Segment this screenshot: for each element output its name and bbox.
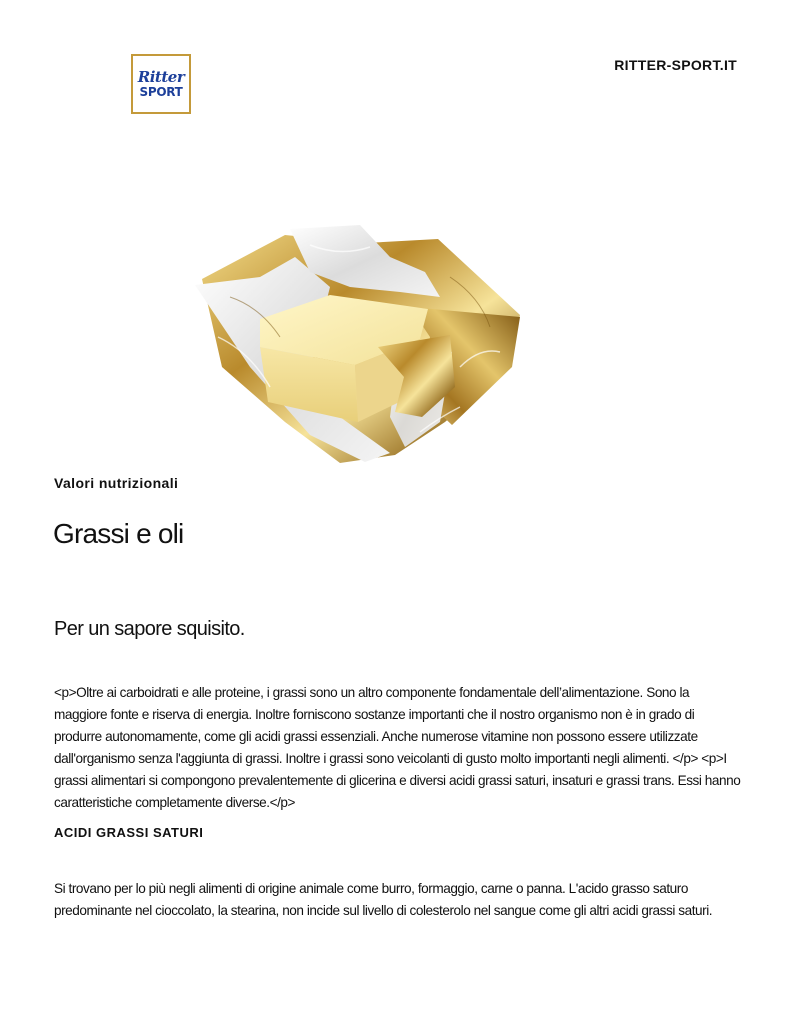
logo-script-text: Ritter	[137, 67, 185, 86]
logo-word-text: SPORT	[139, 84, 183, 99]
site-url: RITTER-SPORT.IT	[614, 57, 737, 73]
section-heading: ACIDI GRASSI SATURI	[54, 825, 204, 840]
eyebrow-category: Valori nutrizionali	[54, 475, 179, 491]
subtitle: Per un sapore squisito.	[54, 618, 245, 640]
ritter-sport-logo[interactable]	[131, 54, 191, 114]
butter-foil-image	[190, 217, 535, 470]
section-paragraph: Si trovano per lo più negli alimenti di origine animale come burro, formaggio, carne o panna. L'acido grasso saturo predominante nel cioccolato, la stearina, non incide sul livello di colesterolo nel sangue come gli altri acidi grassi saturi.	[54, 881, 713, 918]
logo-inner	[136, 59, 186, 109]
page-title: Grassi e oli	[53, 518, 184, 549]
body-paragraph: <p>Oltre ai carboidrati e alle proteine, i grassi sono un altro componente fondamentale dell’alimentazione. Sono la maggiore fonte e riserva di energia. Inoltre forniscono sostanze importanti che il nostro organismo non è in grado di produrre autonomamente, come gli acidi grassi essenziali. Anche numerose vitamine non possono essere utilizzate dall'organismo senza l'aggiunta di grassi. Inoltre i grassi sono veicolanti di gusto molto importanti negli alimenti. </p> <p>I grassi alimentari si compongono prevalentemente di glicerina e diversi acidi grassi saturi, insaturi e grassi trans. Essi hanno caratteristiche completamente diverse.</p>	[54, 685, 741, 810]
